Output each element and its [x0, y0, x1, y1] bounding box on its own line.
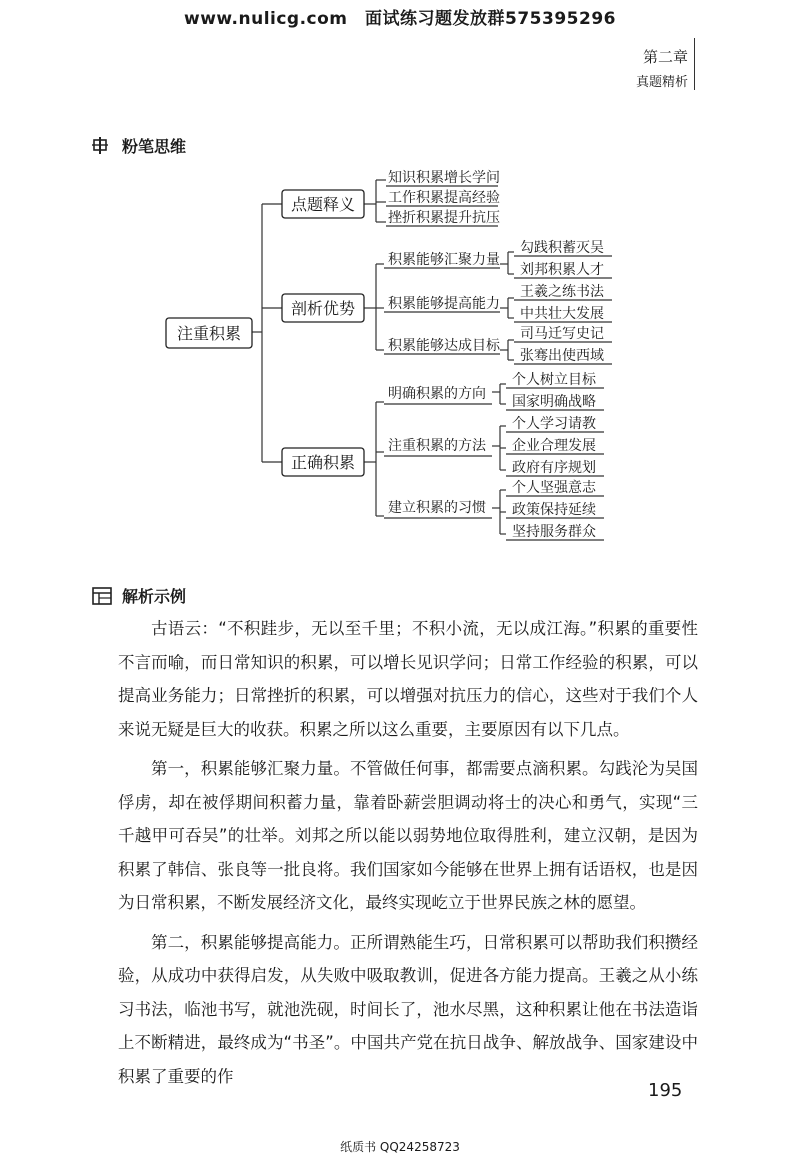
mind-map-sub: 建立积累的习惯	[388, 500, 486, 516]
mind-map-branch: 正确积累	[290, 453, 356, 472]
section-analysis-heading	[92, 584, 186, 607]
chapter-title: 第二章	[642, 48, 688, 66]
mind-map-leaf: 政策保持延续	[512, 502, 596, 518]
mind-map-leaf: 国家明确战略	[512, 394, 596, 410]
mind-map-sub: 明确积累的方向	[388, 386, 486, 402]
section-analysis-title: 解析示例	[122, 587, 187, 606]
mind-map-leaf: 个人学习请教	[512, 416, 596, 432]
mind-map	[0, 0, 800, 560]
mind-map-leaf: 坚持服务群众	[512, 524, 596, 540]
mind-map-leaf: 知识积累增长学问	[388, 170, 500, 186]
mind-map-leaf: 个人树立目标	[512, 372, 596, 388]
paragraph: 第一，积累能够汇聚力量。不管做任何事，都需要点滴积累。勾践沦为吴国俘虏，却在被俘期间积蓄力量，靠着卧薪尝胆调动将士的决心和勇气，实现“三千越甲可吞吴”的壮举。刘邦之所以能以弱势地位取得胜利，建立汉朝，是因为积累了韩信、张良等一批良将。我们国家如今能够在世界上拥有话语权，也是因为日常积累，不断发展经济文化，最终实现屹立于世界民族之林的愿望。	[118, 759, 698, 912]
mind-map-sub: 积累能够达成目标	[388, 338, 500, 354]
analysis-icon	[92, 587, 112, 605]
footer-note: 纸质书 QQ24258723	[340, 1140, 460, 1154]
mind-map-branch: 点题释义	[290, 195, 356, 214]
mind-map-leaf: 工作积累提高经验	[388, 190, 500, 206]
mind-map-branch: 剖析优势	[290, 299, 356, 318]
mind-map-leaf: 司马迁写史记	[520, 326, 604, 342]
mind-map-leaf: 张骞出使西域	[520, 348, 604, 364]
mind-map-leaf: 挫折积累提升抗压	[388, 210, 500, 226]
paragraph: 古语云：“不积跬步，无以至千里；不积小流，无以成江海。”积累的重要性不言而喻，而日常知识的积累，可以增长见识学问；日常工作经验的积累，可以提高业务能力；日常挫折的积累，可以增强对抗压力的信心，这些对于我们个人来说无疑是巨大的收获。积累之所以这么重要，主要原因有以下几点。	[118, 619, 698, 739]
chapter-subtitle: 真题精析	[635, 75, 688, 90]
mind-map-leaf: 个人坚强意志	[512, 480, 596, 496]
mind-map-leaf: 政府有序规划	[512, 460, 596, 476]
mind-map-leaf: 企业合理发展	[512, 438, 596, 454]
mind-map-sub: 注重积累的方法	[388, 438, 486, 454]
mind-map-root: 注重积累	[176, 324, 242, 343]
mind-map-leaf: 王羲之练书法	[520, 284, 604, 300]
mind-map-sub: 积累能够汇聚力量	[388, 252, 500, 268]
analysis-body	[118, 612, 698, 1099]
paragraph: 第二，积累能够提高能力。正所谓熟能生巧，日常积累可以帮助我们积攒经验，从成功中获得启发，从失败中吸取教训，促进各方能力提高。王羲之从小练习书法，临池书写，就池洗砚，时间长了，池水尽黑，这种积累让他在书法造诣上不断精进，最终成为“书圣”。中国共产党在抗日战争、解放战争、国家建设中积累了重要的作	[118, 932, 698, 1086]
section-mindmap-title: 粉笔思维	[122, 137, 187, 156]
mind-map-leaf: 中共壮大发展	[520, 306, 604, 322]
mind-map-leaf: 勾践积蓄灭吴	[520, 240, 604, 256]
mind-map-connectors	[252, 180, 514, 534]
mind-map-leaf: 刘邦积累人才	[520, 262, 604, 278]
mind-map-sub: 积累能够提高能力	[388, 296, 500, 312]
page-number: 195	[648, 1080, 683, 1101]
header-watermark: www.nulicg.com 面试练习题发放群575395296	[184, 9, 616, 29]
